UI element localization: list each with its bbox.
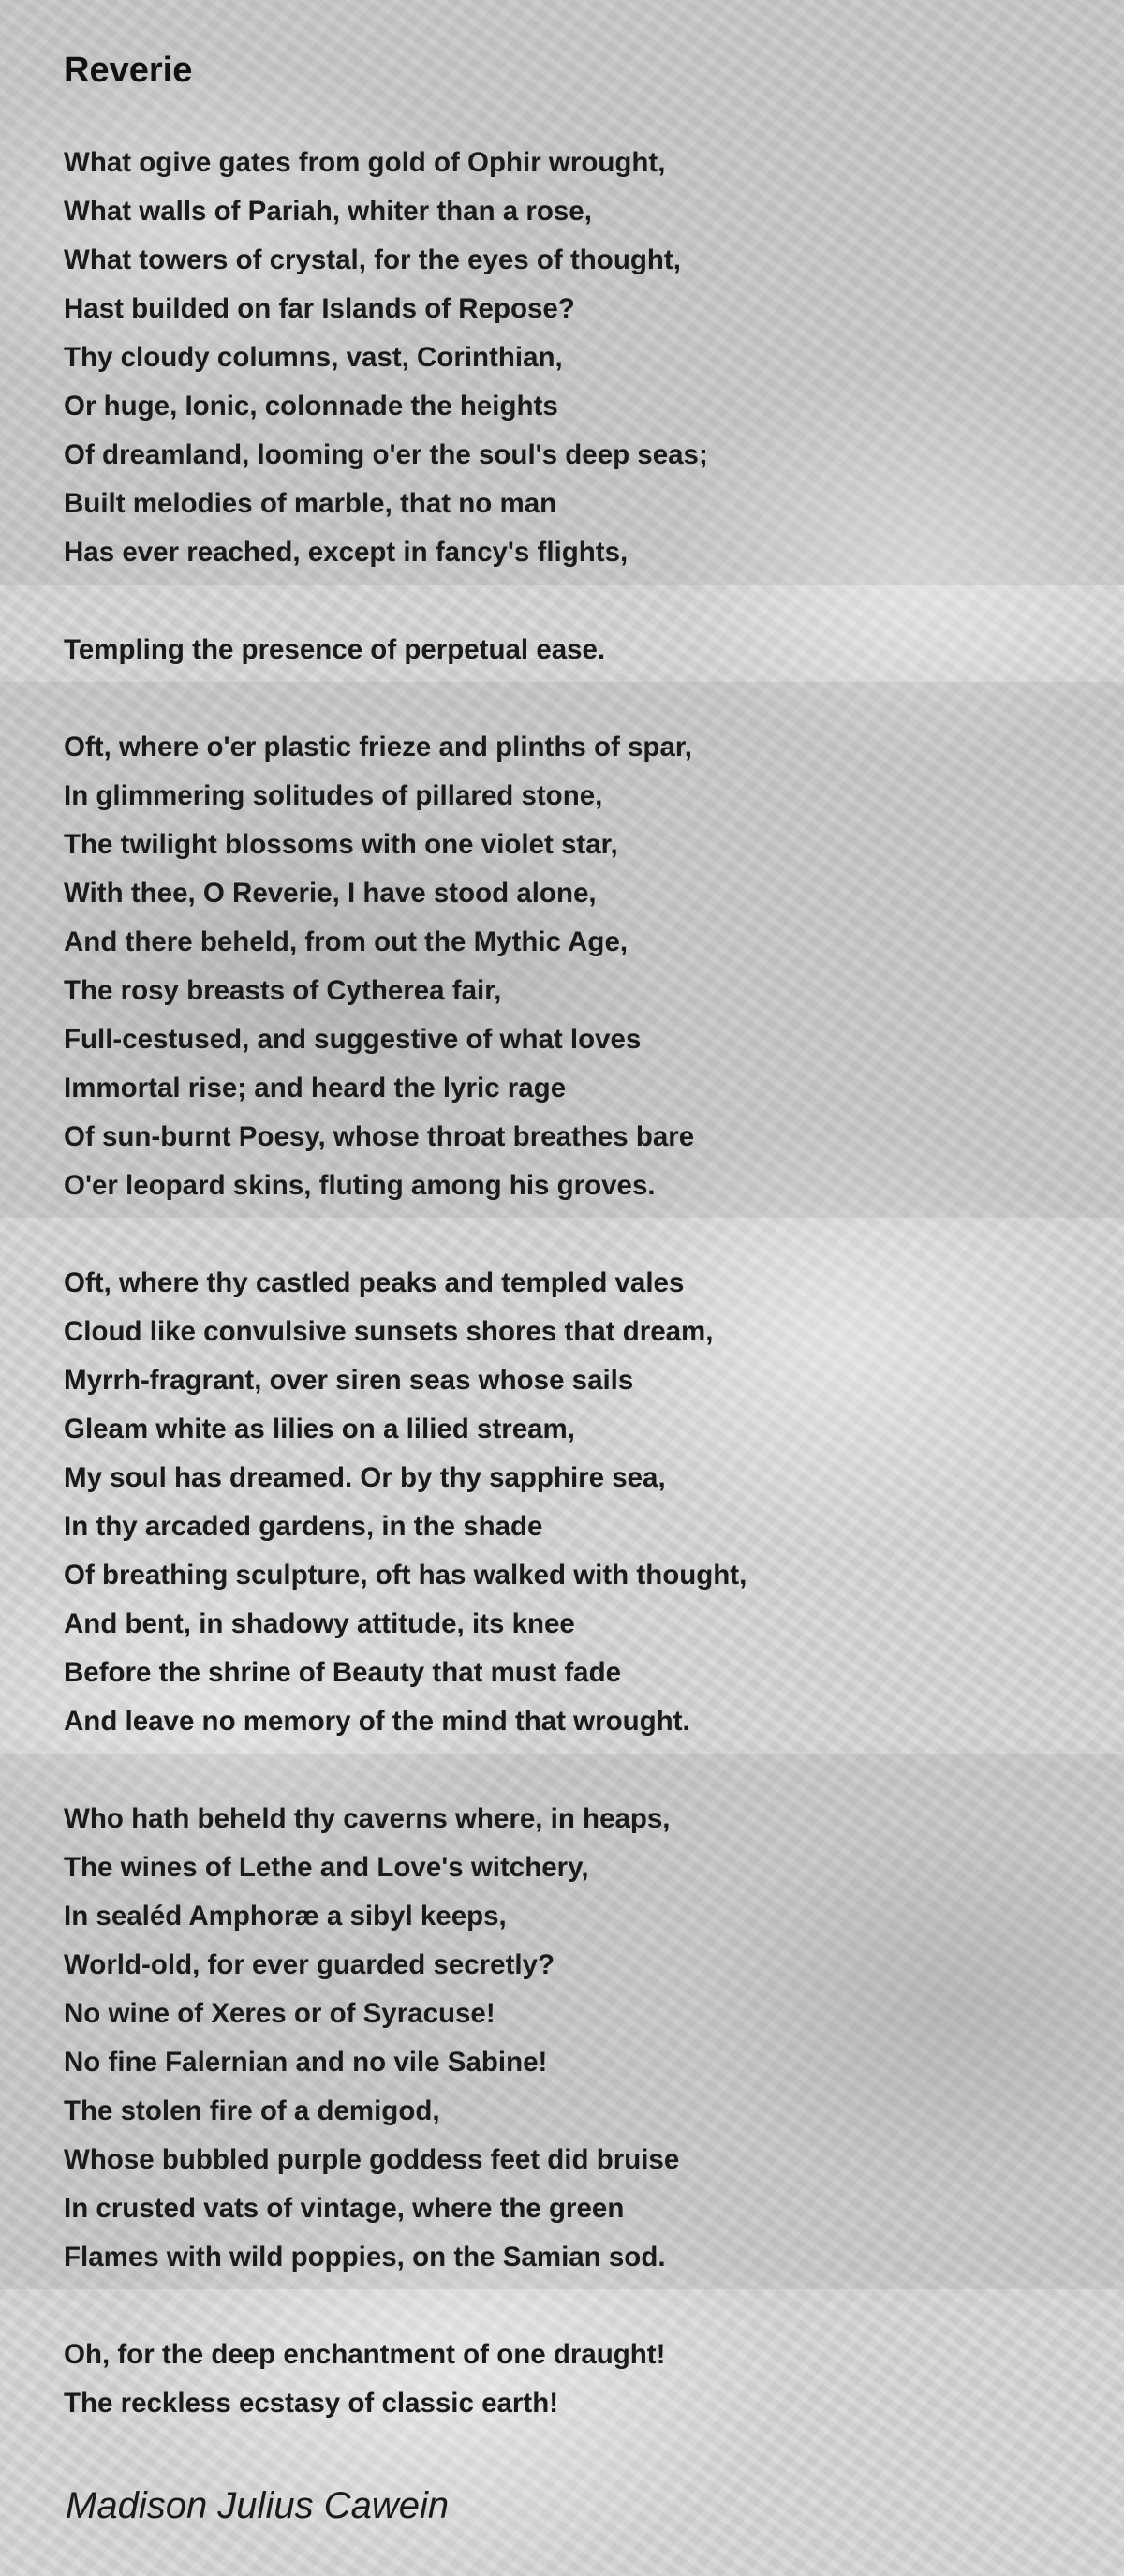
poem-line: Hast builded on far Islands of Repose?: [64, 293, 575, 324]
poem-line: Whose bubbled purple goddess feet did bruise: [64, 2144, 680, 2175]
poem-line: Who hath beheld thy caverns where, in heaps,: [64, 1803, 671, 1834]
poem-line: No fine Falernian and no vile Sabine!: [64, 2047, 548, 2078]
poem-line: Flames with wild poppies, on the Samian sod.: [64, 2242, 666, 2273]
poem-line: The rosy breasts of Cytherea fair,: [64, 975, 502, 1006]
stanza-3: [64, 723, 694, 1210]
poem-line: The twilight blossoms with one violet star,: [64, 829, 618, 860]
poem-author: Madison Julius Cawein: [66, 2485, 450, 2526]
poem-line: Built melodies of marble, that no man: [64, 488, 557, 519]
poem-line: What ogive gates from gold of Ophir wrought,: [64, 147, 666, 178]
poem-line: Has ever reached, except in fancy's flights,: [64, 537, 629, 568]
stanza-5: [64, 1795, 679, 2282]
stanza-1: [64, 139, 708, 577]
poem-line: Templing the presence of perpetual ease.: [64, 634, 606, 665]
poem-line: And there beheld, from out the Mythic Age,: [64, 926, 629, 957]
poem-line: The reckless ecstasy of classic earth!: [64, 2388, 559, 2419]
poem-line: Before the shrine of Beauty that must fade: [64, 1657, 622, 1688]
stanza-2: [64, 626, 605, 674]
poem-line: Oft, where thy castled peaks and templed vales: [64, 1267, 685, 1298]
poem-line: Full-cestused, and suggestive of what loves: [64, 1024, 642, 1055]
poem-title: Reverie: [64, 51, 193, 90]
poem-line: O'er leopard skins, fluting among his groves.: [64, 1170, 656, 1201]
poem-line: In glimmering solitudes of pillared stone,: [64, 780, 603, 811]
poem-line: Thy cloudy columns, vast, Corinthian,: [64, 342, 563, 373]
poem-line: No wine of Xeres or of Syracuse!: [64, 1998, 495, 2029]
poem-line: The stolen fire of a demigod,: [64, 2095, 440, 2126]
poem-line: The wines of Lethe and Love's witchery,: [64, 1852, 589, 1883]
poem-line: Of dreamland, looming o'er the soul's deep seas;: [64, 439, 708, 470]
poem-line: What towers of crystal, for the eyes of thought,: [64, 244, 681, 275]
stanza-4: [64, 1259, 747, 1746]
poem-line: Oh, for the deep enchantment of one draught!: [64, 2339, 666, 2370]
poem-line: Or huge, Ionic, colonnade the heights: [64, 391, 558, 422]
poem-line: Myrrh-fragrant, over siren seas whose sails: [64, 1365, 634, 1396]
poem-line: In thy arcaded gardens, in the shade: [64, 1511, 543, 1542]
poem-line: With thee, O Reverie, I have stood alone,: [64, 878, 597, 909]
poem-line: Of sun-burnt Poesy, whose throat breathes bare: [64, 1121, 695, 1152]
stanza-6: [64, 2331, 665, 2428]
poem-line: What walls of Pariah, whiter than a rose,: [64, 196, 592, 227]
poem-line: In sealéd Amphoræ a sibyl keeps,: [64, 1901, 507, 1932]
poem-line: And bent, in shadowy attitude, its knee: [64, 1608, 575, 1639]
poem-line: In crusted vats of vintage, where the green: [64, 2193, 625, 2224]
poem-line: My soul has dreamed. Or by thy sapphire sea,: [64, 1462, 666, 1493]
poem-line: And leave no memory of the mind that wrought.: [64, 1706, 690, 1737]
poem-line: World-old, for ever guarded secretly?: [64, 1949, 555, 1980]
poem-line: Immortal rise; and heard the lyric rage: [64, 1073, 567, 1103]
poem-line: Gleam white as lilies on a lilied stream,: [64, 1414, 575, 1444]
poem-line: Of breathing sculpture, oft has walked with thought,: [64, 1560, 747, 1591]
poem-line: Cloud like convulsive sunsets shores that dream,: [64, 1316, 714, 1347]
poem-line: Oft, where o'er plastic frieze and plinths of spar,: [64, 732, 692, 762]
